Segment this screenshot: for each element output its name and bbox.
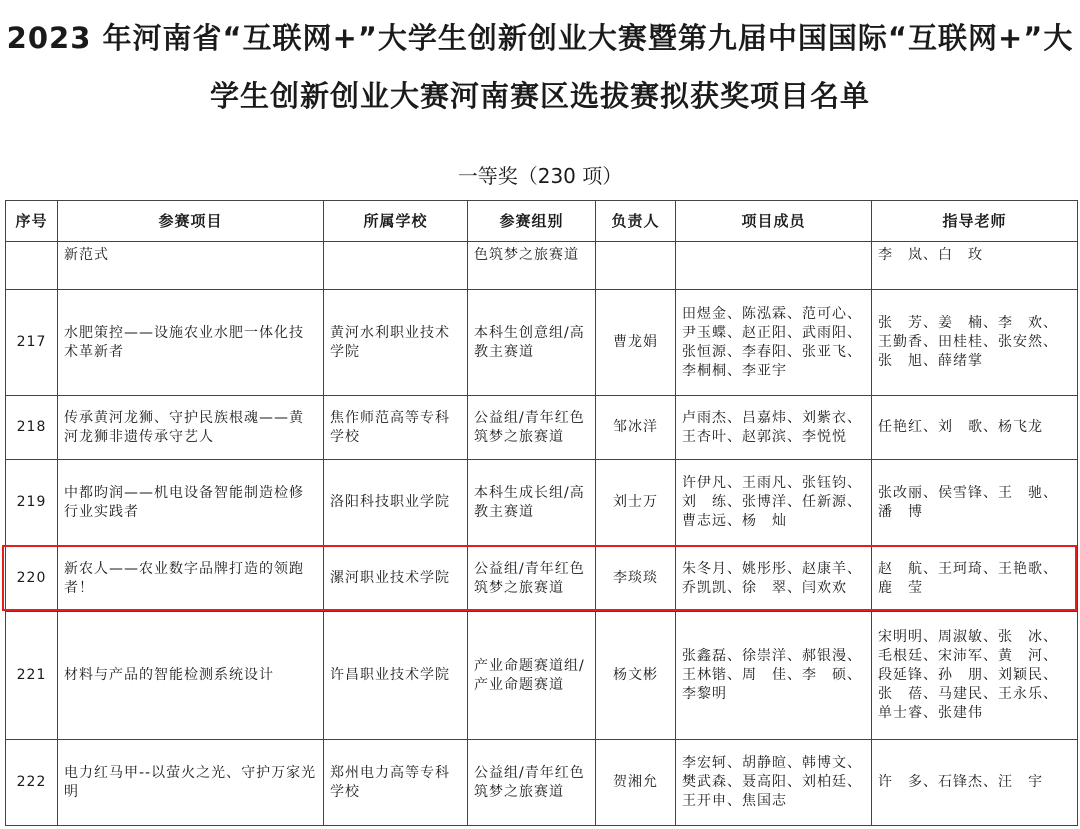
cell-advisors: 李 岚、白 玫 bbox=[872, 242, 1078, 290]
cell-group: 本科生成长组/高教主赛道 bbox=[468, 460, 596, 546]
header-seq: 序号 bbox=[6, 201, 58, 242]
cell-members: 许伊凡、王雨凡、张钰钧、刘 练、张博洋、任新源、曹志远、杨 灿 bbox=[676, 460, 872, 546]
cell-leader: 贺湘允 bbox=[596, 740, 676, 826]
cell-group: 色筑梦之旅赛道 bbox=[468, 242, 596, 290]
table-row bbox=[6, 242, 1078, 290]
table-row bbox=[6, 290, 1078, 396]
cell-advisors: 赵 航、王珂琦、王艳歌、鹿 莹 bbox=[872, 546, 1078, 612]
cell-school: 黄河水利职业技术学院 bbox=[324, 290, 468, 396]
cell-project: 新范式 bbox=[58, 242, 324, 290]
header-group: 参赛组别 bbox=[468, 201, 596, 242]
cell-members: 张鑫磊、徐崇洋、郝银漫、王林锴、周 佳、李 硕、李黎明 bbox=[676, 612, 872, 740]
cell-advisors: 许 多、石锋杰、汪 宇 bbox=[872, 740, 1078, 826]
cell-members: 朱冬月、姚彤彤、赵康羊、乔凯凯、徐 翠、闫欢欢 bbox=[676, 546, 872, 612]
cell-project: 材料与产品的智能检测系统设计 bbox=[58, 612, 324, 740]
table-row bbox=[6, 612, 1078, 740]
table-row bbox=[6, 396, 1078, 460]
cell-advisors: 宋明明、周淑敏、张 冰、毛根廷、宋沛军、黄 河、段延锋、孙 朋、刘颖民、张 蓓、马建民、王永乐、单士睿、张建伟 bbox=[872, 612, 1078, 740]
cell-advisors: 张 芳、姜 楠、李 欢、王勤香、田桂桂、张安然、张 旭、薛绪掌 bbox=[872, 290, 1078, 396]
cell-leader bbox=[596, 242, 676, 290]
cell-group: 公益组/青年红色筑梦之旅赛道 bbox=[468, 396, 596, 460]
cell-members bbox=[676, 242, 872, 290]
table-header-row bbox=[6, 201, 1078, 242]
header-leader: 负责人 bbox=[596, 201, 676, 242]
cell-members: 李宏轲、胡静暄、韩博文、樊武森、聂高阳、刘柏廷、王开申、焦国志 bbox=[676, 740, 872, 826]
table-row bbox=[6, 740, 1078, 826]
cell-project: 传承黄河龙狮、守护民族根魂——黄河龙狮非遗传承守艺人 bbox=[58, 396, 324, 460]
cell-school: 洛阳科技职业学院 bbox=[324, 460, 468, 546]
cell-school: 郑州电力高等专科学校 bbox=[324, 740, 468, 826]
cell-group: 公益组/青年红色筑梦之旅赛道 bbox=[468, 740, 596, 826]
cell-group: 产业命题赛道组/产业命题赛道 bbox=[468, 612, 596, 740]
cell-advisors: 张改丽、侯雪锋、王 驰、潘 博 bbox=[872, 460, 1078, 546]
cell-school bbox=[324, 242, 468, 290]
cell-school: 许昌职业技术学院 bbox=[324, 612, 468, 740]
header-project: 参赛项目 bbox=[58, 201, 324, 242]
cell-leader: 刘士万 bbox=[596, 460, 676, 546]
cell-project: 电力红马甲--以萤火之光、守护万家光明 bbox=[58, 740, 324, 826]
cell-seq: 222 bbox=[6, 740, 58, 826]
cell-group: 本科生创意组/高教主赛道 bbox=[468, 290, 596, 396]
document-title-line2: 学生创新创业大赛河南赛区选拔赛拟获奖项目名单 bbox=[209, 79, 870, 113]
table-row bbox=[6, 460, 1078, 546]
cell-leader: 曹龙娟 bbox=[596, 290, 676, 396]
cell-seq: 219 bbox=[6, 460, 58, 546]
award-category-heading: 一等奖（230 项） bbox=[457, 164, 623, 188]
cell-project: 中都昀润——机电设备智能制造检修行业实践者 bbox=[58, 460, 324, 546]
cell-members: 卢雨杰、吕嘉炜、刘紫衣、王杏叶、赵郭滨、李悦悦 bbox=[676, 396, 872, 460]
cell-leader: 李琰琰 bbox=[596, 546, 676, 612]
cell-seq: 217 bbox=[6, 290, 58, 396]
cell-project: 新农人——农业数字品牌打造的领跑者！ bbox=[58, 546, 324, 612]
header-advisors: 指导老师 bbox=[872, 201, 1078, 242]
cell-school: 焦作师范高等专科学校 bbox=[324, 396, 468, 460]
header-members: 项目成员 bbox=[676, 201, 872, 242]
cell-leader: 杨文彬 bbox=[596, 612, 676, 740]
cell-leader: 邹冰洋 bbox=[596, 396, 676, 460]
cell-school: 漯河职业技术学院 bbox=[324, 546, 468, 612]
cell-advisors: 任艳红、刘 歌、杨飞龙 bbox=[872, 396, 1078, 460]
cell-seq: 218 bbox=[6, 396, 58, 460]
table-row-highlighted bbox=[6, 546, 1078, 612]
cell-seq bbox=[6, 242, 58, 290]
header-school: 所属学校 bbox=[324, 201, 468, 242]
cell-seq: 220 bbox=[6, 546, 58, 612]
cell-seq: 221 bbox=[6, 612, 58, 740]
cell-group: 公益组/青年红色筑梦之旅赛道 bbox=[468, 546, 596, 612]
cell-members: 田煜金、陈泓霖、范可心、尹玉蝶、赵正阳、武雨阳、张恒源、李春阳、张亚飞、李桐桐、李亚宇 bbox=[676, 290, 872, 396]
cell-project: 水肥策控——设施农业水肥一体化技术革新者 bbox=[58, 290, 324, 396]
award-table bbox=[5, 200, 1078, 826]
document-title-line1: 2023 年河南省“互联网+”大学生创新创业大赛暨第九届中国国际“互联网+”大 bbox=[6, 21, 1074, 55]
